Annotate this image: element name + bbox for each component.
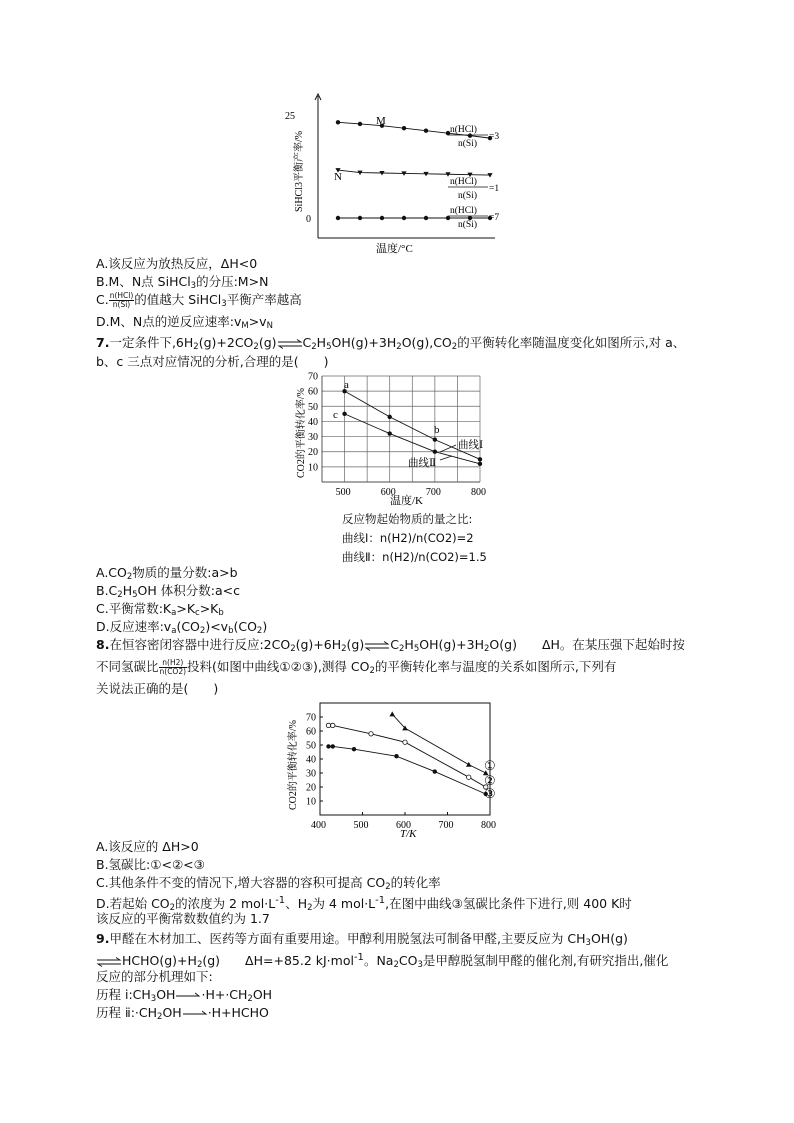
- legend-1-eq: =3: [489, 132, 500, 142]
- x-axis-label: 温度/°C: [376, 243, 413, 255]
- c3-x-axis-label: T/K: [400, 828, 417, 840]
- c3-curve-label-3: ③: [484, 786, 496, 801]
- c1-point-3-6: [446, 216, 450, 220]
- c3-y-tick-70: 70: [306, 712, 316, 724]
- q7-stem-line1: 7.一定条件下$,6H_2(g)+2CO_2(g)$ $C_2H_5OH(g)+3H_2O(g),CO_2$的平衡转化率随温度变化如图所示,对 a、: [96, 335, 686, 352]
- reaction-arrow-icon: [175, 991, 201, 1001]
- q8-option-a: A.该反应的 ΔH>0: [96, 839, 199, 854]
- c2-point-label-a: a: [344, 379, 349, 391]
- q8-stem-line2: 不同氢碳比 $\frac{n(H2)}{n(CO2)}$ 投料(如图中曲线①②③),测得 $CO_2$的平衡转化率与温度的关系如图所示,下列有: [96, 658, 617, 676]
- q8-option-b: B.氢碳比:①<②<③: [96, 857, 205, 872]
- c2-y-axis-label: CO2的平衡转化率/%: [296, 388, 307, 478]
- q8-stem-line3: 关说法正确的是( ): [96, 681, 219, 696]
- c2-y-tick-40: 40: [308, 416, 318, 428]
- c3-point-2-5: [467, 775, 471, 779]
- c3-y-tick-10: 10: [306, 796, 316, 808]
- c1-point-1-1: [336, 120, 340, 124]
- c1-point-3-3: [380, 216, 384, 220]
- c3-point-2-2: [331, 723, 335, 727]
- c3-curve-label-2: ②: [484, 773, 496, 788]
- c2-curve-label-1: 曲线Ⅰ: [458, 440, 484, 451]
- c2-point-2-4: [478, 462, 482, 466]
- q6-option-c: C. $\frac{\text{n(HCl)}}{n(Si)}$ 的值越大 SiHCl$_3$平衡产率越高: [96, 291, 302, 309]
- q8-option-d-line1: D.若起始 $CO_2$的浓度为 2 $mol\cdot L^{-1}$、$H_2$为 4 $mol\cdot L^{-1}$,在图中曲线③氢碳比条件下进行,则 400 K时: [96, 895, 632, 914]
- chart-co2-conversion-temp: [290, 368, 510, 508]
- c2-point-1-4: [478, 457, 482, 461]
- h2-co2-fraction: $\frac{n(H2)}{n(CO2)}$: [159, 658, 187, 676]
- c1-point-3-5: [424, 216, 428, 220]
- c2-caption-line2: 曲线Ⅰ：n(H2)/n(CO2)=2: [342, 531, 474, 545]
- q6-option-b: B.M、N点 SiHCl$_3$的分压:M>N: [96, 274, 269, 291]
- legend-3-num: n(HCl): [450, 206, 477, 216]
- c2-point-1-2: [388, 415, 392, 419]
- c2-y-tick-70: 70: [308, 371, 318, 383]
- c2-x-axis-label: 温度/K: [390, 495, 423, 507]
- chart-co2-conversion-ratio: [280, 698, 520, 840]
- y-tick-25: 25: [285, 111, 295, 122]
- legend-2-den: n(Si): [458, 191, 477, 201]
- c3-y-tick-50: 50: [306, 740, 316, 752]
- q7-stem-line2: b、c 三点对应情况的分析,合理的是( ): [96, 354, 329, 369]
- q9-step-2: 历程 $ⅱ:\cdot CH_2OH$ ·H+HCHO: [96, 1005, 269, 1022]
- point-label-m: M: [376, 115, 386, 127]
- c2-y-tick-20: 20: [308, 447, 318, 459]
- c2-point-2-2: [388, 431, 392, 435]
- c3-point-3-2: [331, 744, 335, 748]
- q7-option-c: C.平衡常数$:K_a>K_c>K_b$: [96, 601, 224, 618]
- q7-option-a: $A.CO_2$物质的量分数:a>b: [96, 565, 238, 582]
- c1-point-1-5: [424, 128, 428, 132]
- c3-x-tick-600: 600: [396, 820, 411, 831]
- y-tick-0: 0: [306, 214, 311, 225]
- c3-point-3-4: [394, 754, 398, 758]
- c3-x-tick-800: 800: [481, 820, 496, 831]
- q6-option-d: D.M、N点的逆反应速率$:v_M>v_N$: [96, 314, 273, 331]
- equilibrium-arrow-icon: [364, 641, 390, 651]
- c1-point-3-2: [358, 216, 362, 220]
- c2-caption-line1: 反应物起始物质的量之比:: [342, 512, 473, 526]
- chart-sihcl3-yield: [280, 92, 540, 262]
- c2-x-tick-500: 500: [335, 487, 351, 498]
- c2-point-1-3: [433, 437, 437, 441]
- c3-point-2-1: [326, 723, 330, 727]
- q8-option-d-line2: 该反应的平衡常数数值约为 1.7: [96, 911, 270, 926]
- q6-option-a: A.该反应为放热反应，ΔH<0: [96, 256, 258, 271]
- c2-x-tick-700: 700: [425, 487, 441, 498]
- legend-2-eq: =1: [489, 184, 500, 194]
- c2-y-tick-30: 30: [308, 432, 318, 444]
- c2-x-tick-800: 800: [471, 487, 486, 498]
- c3-point-2-3: [369, 732, 373, 736]
- point-label-n: N: [334, 171, 342, 183]
- c2-caption-line3: 曲线Ⅱ：n(H2)/n(CO2)=1.5: [342, 550, 487, 564]
- c1-point-1-4: [402, 126, 406, 130]
- c2-x-tick-600: 600: [380, 487, 396, 498]
- c3-y-tick-40: 40: [306, 754, 316, 766]
- reaction-arrow-icon: [182, 1009, 208, 1019]
- q9-stem-line3: 反应的部分机理如下:: [96, 969, 213, 984]
- q8-stem-line1: 8.在恒容密闭容器中进行反应$:2CO_2(g)+6H_2(g)$ $C_2H_5OH(g)+3H_2O(g)$ ΔH。在某压强下起始时按: [96, 637, 685, 654]
- c3-y-tick-60: 60: [306, 726, 316, 738]
- legend-3-den: n(Si): [458, 220, 477, 230]
- c2-y-tick-60: 60: [308, 386, 318, 398]
- y-axis-label: SiHCl3平衡产率/%: [294, 130, 305, 212]
- c3-point-1-3: [466, 762, 472, 767]
- c3-y-axis-label: CO2的平衡转化率/%: [288, 720, 299, 810]
- q9-stem-line2: $HCHO(g)+H_2(g)$ ΔH=+85.2 kJ·mol$^{-1}$。$Na_2CO_3$是甲醇脱氢制甲醛的催化剂,有研究指出,催化: [96, 949, 668, 974]
- c3-point-2-4: [403, 740, 407, 744]
- c3-point-3-1: [326, 744, 330, 748]
- c1-point-3-4: [402, 216, 406, 220]
- q7-option-b: $B.C_2H_5OH$ 体积分数:a<c: [96, 583, 240, 600]
- legend-1-den: n(Si): [458, 139, 477, 149]
- equilibrium-arrow-icon: [277, 339, 303, 349]
- c2-y-tick-50: 50: [308, 401, 318, 413]
- c3-series-line-2: [329, 725, 486, 787]
- c3-curve-label-1: ①: [484, 758, 496, 773]
- legend-2-num: n(HCl): [450, 177, 477, 187]
- hcl-si-fraction: $\frac{\text{n(HCl)}}{n(Si)}$: [109, 291, 134, 309]
- q7-option-d: D.反应速率$:v_a(CO_2)<v_b(CO_2)$: [96, 619, 268, 636]
- q8-option-c: C.其他条件不变的情况下,增大容器的容积可提高 $CO_2$的转化率: [96, 875, 441, 892]
- c3-series-line-3: [329, 746, 486, 794]
- c2-point-2-3: [433, 450, 437, 454]
- c2-point-label-b: b: [434, 424, 440, 436]
- q9-stem-line1: 9.甲醛在木材加工、医药等方面有重要用途。甲醇利用脱氢法可制备甲醛,主要反应为 $CH_3OH(g)$: [96, 931, 628, 948]
- c3-y-tick-30: 30: [306, 768, 316, 780]
- c3-point-1-1: [389, 711, 395, 716]
- c3-point-3-3: [352, 747, 356, 751]
- c3-x-tick-400: 400: [311, 820, 326, 831]
- c3-x-tick-700: 700: [438, 820, 454, 831]
- c1-point-3-1: [336, 216, 340, 220]
- q9-step-1: 历程 $ⅰ:CH_3OH \cdot H+\cdot CH_2OH$: [96, 987, 273, 1004]
- c3-x-tick-500: 500: [353, 820, 369, 831]
- c3-plot-frame: [320, 703, 490, 815]
- c2-point-2-1: [342, 412, 346, 416]
- c3-y-tick-20: 20: [306, 782, 316, 794]
- c2-y-tick-10: 10: [308, 462, 318, 474]
- c2-curve-label-2: 曲线Ⅱ: [408, 458, 437, 469]
- c2-point-label-c: c: [333, 409, 338, 421]
- c3-point-3-5: [433, 769, 437, 773]
- equilibrium-arrow-icon: [96, 957, 122, 967]
- legend-1-num: n(HCl): [450, 125, 477, 135]
- legend-3-eq: =7: [489, 213, 500, 223]
- c1-point-1-2: [358, 122, 362, 126]
